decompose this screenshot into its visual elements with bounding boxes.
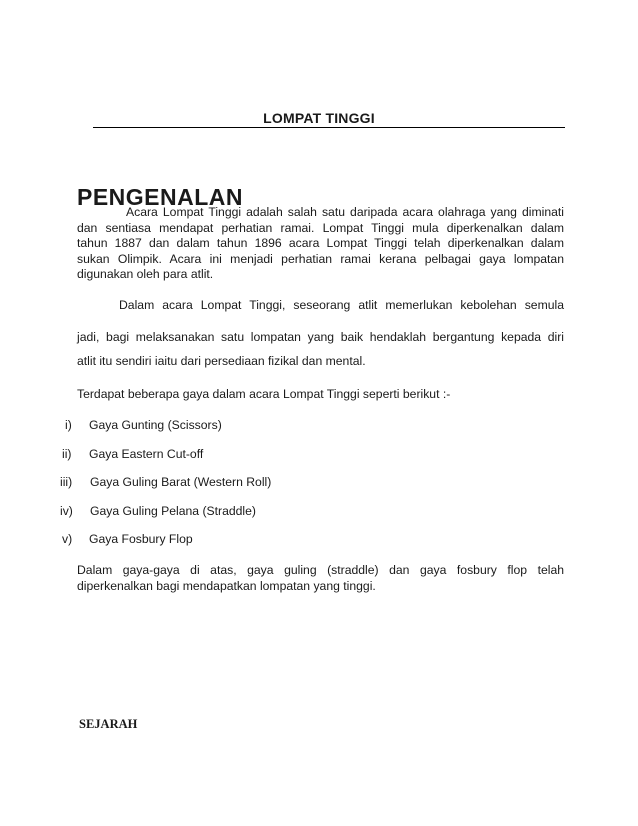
intro-line: tahun 1887 dan dalam tahun 1896 acara Lompat Tinggi telah diperkenalkan dalam bbox=[77, 236, 564, 250]
paragraph-line: jadi, bagi melaksanakan satu lompatan yang baik hendaklah bergantung kepada diri bbox=[77, 330, 564, 344]
second-paragraph-cont bbox=[77, 330, 564, 346]
list-number: iv) bbox=[60, 504, 73, 518]
intro-line: digunakan oleh para atlit. bbox=[77, 267, 214, 281]
paragraph-line: Dalam acara Lompat Tinggi, seseorang atlit memerlukan kebolehan semula bbox=[119, 298, 564, 312]
paragraph-line: Dalam gaya-gaya di atas, gaya guling (straddle) dan gaya fosbury flop telah bbox=[77, 563, 564, 577]
list-item: Gaya Guling Pelana (Straddle) bbox=[90, 504, 256, 518]
intro-line: sukan Olimpik. Acara ini menjadi perhatian ramai kerana pelbagai gaya lompatan bbox=[77, 251, 564, 266]
intro-paragraph bbox=[77, 205, 564, 283]
document-title: LOMPAT TINGGI bbox=[263, 110, 375, 126]
list-number: i) bbox=[65, 418, 72, 432]
second-paragraph bbox=[77, 298, 564, 314]
list-item: Gaya Eastern Cut-off bbox=[89, 447, 204, 461]
paragraph-line: diperkenalkan bagi mendapatkan lompatan yang tinggi. bbox=[77, 578, 376, 593]
intro-line: Acara Lompat Tinggi adalah salah satu daripada acara olahraga yang diminati bbox=[126, 205, 564, 219]
title-underline bbox=[93, 127, 565, 128]
list-intro: Terdapat beberapa gaya dalam acara Lompat Tinggi seperti berikut :- bbox=[77, 387, 451, 401]
closing-paragraph bbox=[77, 563, 564, 594]
intro-line: dan sentiasa mendapat perhatian ramai. Lompat Tinggi mula diperkenalkan dalam bbox=[77, 220, 564, 235]
list-number: iii) bbox=[60, 475, 73, 489]
list-number: v) bbox=[62, 532, 73, 546]
list-item: Gaya Guling Barat (Western Roll) bbox=[90, 475, 272, 489]
paragraph-line: atlit itu sendiri iaitu dari persediaan fizikal dan mental. bbox=[77, 354, 366, 368]
list-number: ii) bbox=[62, 447, 72, 461]
list-item: Gaya Gunting (Scissors) bbox=[89, 418, 222, 432]
section-heading-sejarah: SEJARAH bbox=[79, 717, 138, 731]
list-item: Gaya Fosbury Flop bbox=[89, 532, 193, 546]
section-heading-pengenalan: PENGENALAN bbox=[77, 184, 244, 210]
